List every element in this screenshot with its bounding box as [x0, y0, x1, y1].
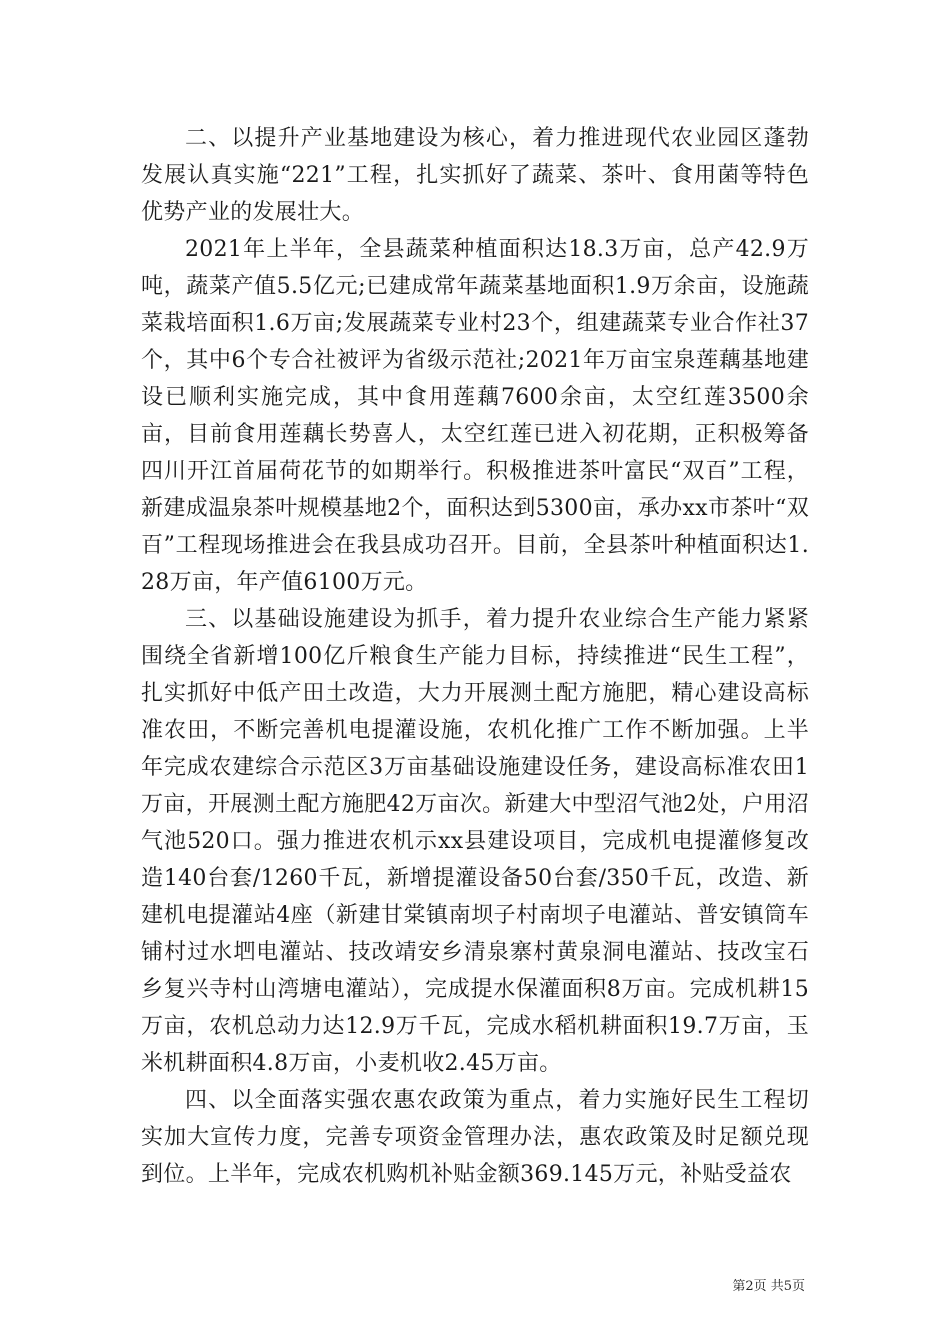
paragraph-section-three: 三、以基础设施建设为抓手，着力提升农业综合生产能力紧紧围绕全省新增100亿斤粮食生产能力目标，持续推进“民生工程”，扎实抓好中低产田土改造，大力开展测土配方施肥，精心建设高标准农田，不断完善机电提灌设施，农机化推广工作不断加强。上半年完成农建综合示范区3万亩基础设施建设任务，建设高标准农田1万亩，开展测土配方施肥42万亩次。新建大中型沼气池2处，户用沼气池520口。强力推进农机示xx县建设项目，完成机电提灌修复改造140台套/1260千瓦，新增提灌设备50台套/350千瓦，改造、新建机电提灌站4座（新建甘棠镇南坝子村南坝子电灌站、普安镇筒车铺村过水垇电灌站、技改靖安乡清泉寨村黄泉洞电灌站、技改宝石乡复兴寺村山湾塘电灌站），完成提水保灌面积8万亩。完成机耕15万亩，农机总动力达12.9万千瓦，完成水稻机耕面积19.7万亩，玉米机耕面积4.8万亩，小麦机收2.45万亩。: [141, 607, 809, 1076]
paragraph-section-two: 二、以提升产业基地建设为核心，着力推进现代农业园区蓬勃发展认真实施“221”工程，扎实抓好了蔬菜、茶叶、食用菌等特色优势产业的发展壮大。: [141, 126, 809, 225]
paragraph-section-four: 四、以全面落实强农惠农政策为重点，着力实施好民生工程切实加大宣传力度，完善专项资金管理办法，惠农政策及时足额兑现到位。上半年，完成农机购机补贴金额369.145万元，补贴受益农: [141, 1088, 809, 1187]
page-number: 第2页 共5页: [732, 1279, 805, 1294]
paragraph-vegetable-tea: 2021年上半年，全县蔬菜种植面积达18.3万亩，总产42.9万吨，蔬菜产值5.5亿元;已建成常年蔬菜基地面积1.9万余亩，设施蔬菜栽培面积1.6万亩;发展蔬菜专业村23个，组建蔬菜专业合作社37个，其中6个专合社被评为省级示范社;2021年万亩宝泉莲藕基地建设已顺利实施完成，其中食用莲藕7600余亩，太空红莲3500余亩，目前食用莲藕长势喜人，太空红莲已进入初花期，正积极筹备四川开江首届荷花节的如期举行。积极推进茶叶富民“双百”工程，新建成温泉茶叶规模基地2个，面积达到5300亩，承办xx市茶叶“双百”工程现场推进会在我县成功召开。目前，全县茶叶种植面积达1.28万亩，年产值6100万元。: [141, 237, 809, 595]
document-body: [141, 120, 809, 1193]
